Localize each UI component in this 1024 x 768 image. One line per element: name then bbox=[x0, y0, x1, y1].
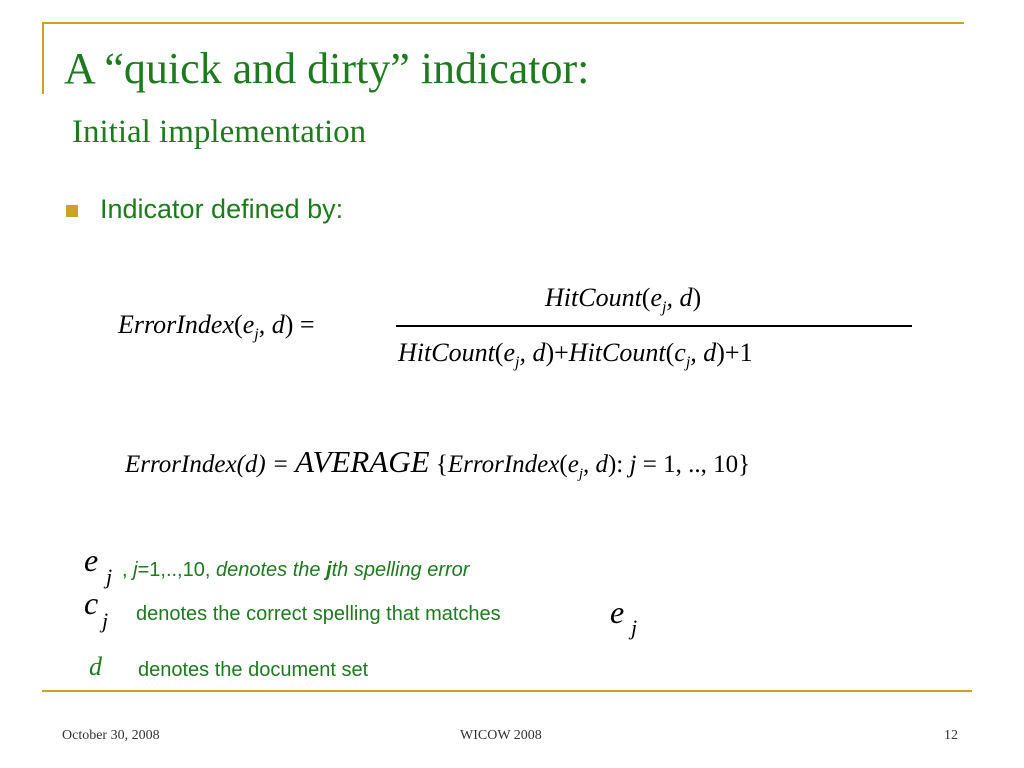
def-c-symbol: c bbox=[84, 585, 99, 621]
num-open: ( bbox=[641, 283, 651, 312]
f2-paren-d: (d) = bbox=[236, 451, 289, 478]
den-name2: HitCount bbox=[568, 338, 666, 367]
f1-lhs-name: ErrorIndex bbox=[118, 310, 235, 339]
f2-comma-d: , d bbox=[582, 451, 608, 478]
f2-sub-j: j bbox=[578, 466, 583, 482]
bullet-square-icon bbox=[66, 205, 78, 217]
f2-average: AVERAGE bbox=[295, 444, 430, 479]
den-name1: HitCount bbox=[398, 338, 495, 367]
def-e-subscript: j bbox=[106, 564, 113, 589]
f1-sub-j: j bbox=[254, 326, 259, 344]
num-name: HitCount bbox=[545, 283, 642, 312]
f2-inner: ErrorIndex bbox=[447, 451, 560, 478]
def-c-subscript: j bbox=[102, 608, 109, 633]
top-rule bbox=[42, 22, 964, 24]
f2-lhs: ErrorIndex bbox=[125, 451, 237, 478]
num-close: ) bbox=[692, 283, 702, 312]
f1-open: ( bbox=[234, 310, 243, 339]
num-e: e bbox=[650, 283, 663, 312]
formula-errorindex-ej-d bbox=[118, 310, 315, 350]
footer-page-number: 12 bbox=[944, 728, 958, 743]
left-rule bbox=[42, 22, 44, 94]
f2-e: e bbox=[567, 451, 579, 478]
num-comma-d: , d bbox=[666, 283, 693, 312]
def-e-symbol: e bbox=[84, 542, 99, 578]
f2-close-colon: ): bbox=[607, 451, 624, 478]
den-c: c bbox=[674, 338, 686, 367]
den-open2: ( bbox=[665, 338, 675, 367]
den-comma-d1: , d bbox=[519, 338, 546, 367]
f1-e: e bbox=[242, 310, 255, 339]
f2-j: j bbox=[629, 451, 637, 478]
den-sub-j2: j bbox=[685, 354, 691, 372]
def-e-text bbox=[122, 557, 469, 583]
num-sub-j: j bbox=[662, 299, 667, 317]
f2-open: ( bbox=[559, 451, 568, 478]
def-e-text-bold-j: j bbox=[326, 559, 332, 581]
den-open1: ( bbox=[494, 338, 504, 367]
footer-center: WICOW 2008 bbox=[460, 728, 542, 743]
bullet-text: Indicator defined by: bbox=[100, 194, 344, 224]
den-close-plus1: )+1 bbox=[716, 338, 753, 367]
f1-denominator bbox=[398, 338, 753, 378]
slide-subtitle: Initial implementation bbox=[72, 114, 367, 150]
footer-date: October 30, 2008 bbox=[62, 728, 160, 743]
slide-title: A “quick and dirty” indicator: bbox=[64, 44, 590, 93]
fraction-bar bbox=[396, 325, 912, 327]
def-c-e-symbol: e bbox=[610, 594, 625, 630]
f2-brace-open: { bbox=[435, 451, 448, 478]
bottom-rule bbox=[42, 690, 972, 692]
def-c-text: denotes the correct spelling that matches bbox=[136, 603, 501, 625]
def-e-text-italic1: denotes the bbox=[215, 559, 327, 581]
f1-comma-d: , d bbox=[258, 310, 285, 339]
den-sub-j1: j bbox=[515, 354, 520, 372]
def-e-text-j: j bbox=[133, 559, 138, 581]
def-d-symbol: d bbox=[89, 652, 102, 681]
formula-errorindex-d bbox=[125, 446, 750, 490]
def-e-text-italic2: th spelling error bbox=[331, 559, 470, 581]
def-e-text-part1: , bbox=[122, 559, 134, 581]
f1-close-eq: ) = bbox=[284, 310, 315, 339]
f2-range: = 1, .., 10 bbox=[642, 451, 739, 478]
f2-brace-close: } bbox=[738, 451, 751, 478]
def-e-text-part2: =1,..,10, bbox=[137, 559, 216, 581]
f1-numerator bbox=[545, 283, 701, 323]
den-comma-d2: , d bbox=[690, 338, 717, 367]
def-d-text: denotes the document set bbox=[138, 659, 369, 681]
den-close-plus: )+ bbox=[545, 338, 569, 367]
den-e: e bbox=[503, 338, 516, 367]
def-c-e-subscript: j bbox=[631, 615, 638, 640]
